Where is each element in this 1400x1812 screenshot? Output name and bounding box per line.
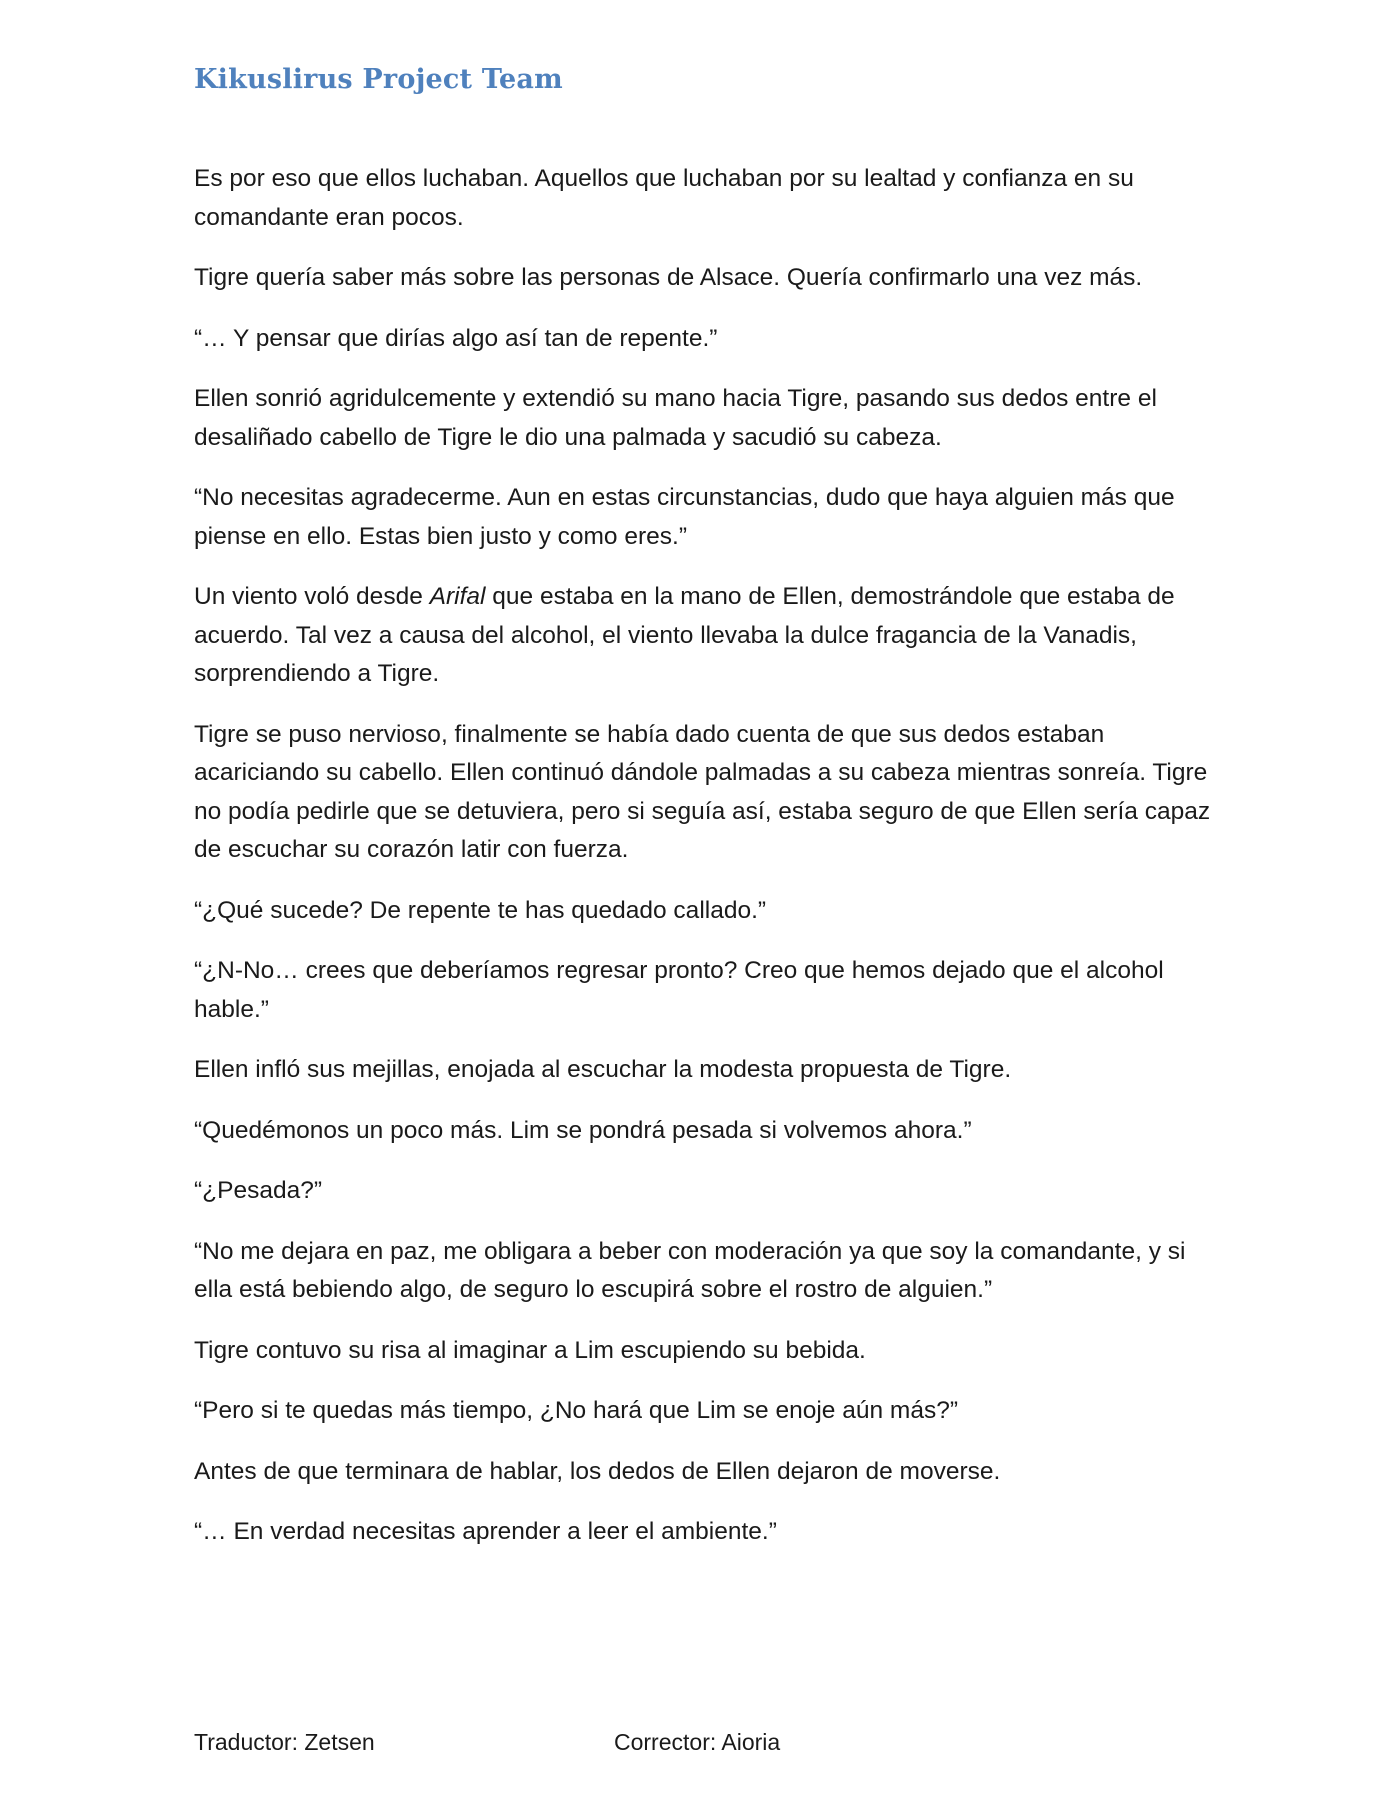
paragraph: Es por eso que ellos luchaban. Aquellos que luchaban por su lealtad y confianza en su comandante eran pocos.	[194, 165, 1134, 231]
translator-credit: Traductor: Zetsen	[194, 1729, 375, 1755]
paragraph: “Pero si te quedas más tiempo, ¿No hará que Lim se enoje aún más?”	[194, 1397, 958, 1424]
paragraph	[194, 578, 1224, 694]
paragraph: Ellen infló sus mejillas, enojada al escuchar la modesta propuesta de Tigre.	[194, 1056, 1012, 1083]
paragraph: Ellen sonrió agridulcemente y extendió su mano hacia Tigre, pasando sus dedos entre el desaliñado cabello de Tigre le dio una palmada y sacudió su cabeza.	[194, 385, 1157, 451]
document-body	[194, 160, 1224, 1574]
paragraph: “Quedémonos un poco más. Lim se pondrá pesada si volvemos ahora.”	[194, 1116, 972, 1144]
paragraph-text: que estaba en la mano de Ellen, demostrándole que estaba de acuerdo. Tal vez a causa del alcohol, el viento llevaba la dulce fragancia de la Vanadis, sorprendiendo a Tigre.	[194, 583, 1175, 687]
paragraph: Antes de que terminara de hablar, los dedos de Ellen dejaron de moverse.	[194, 1457, 1001, 1485]
paragraph: “No necesitas agradecerme. Aun en estas circunstancias, dudo que haya alguien más que piense en ello. Estas bien justo y como eres.”	[194, 484, 1175, 550]
italic-term: Arifal	[429, 583, 486, 610]
paragraph: “No me dejara en paz, me obligara a beber con moderación ya que soy la comandante, y si ella está bebiendo algo, de seguro lo escupirá sobre el rostro de alguien.”	[194, 1237, 1186, 1303]
paragraph: Tigre quería saber más sobre las personas de Alsace. Quería confirmarlo una vez más.	[194, 264, 1143, 291]
paragraph: Tigre contuvo su risa al imaginar a Lim escupiendo su bebida.	[194, 1336, 866, 1364]
paragraph: “… En verdad necesitas aprender a leer el ambiente.”	[194, 1518, 777, 1545]
paragraph: “¿N-No… crees que deberíamos regresar pronto? Creo que hemos dejado que el alcohol hable.”	[194, 957, 1164, 1023]
paragraph: “… Y pensar que dirías algo así tan de repente.”	[194, 324, 718, 352]
paragraph: “¿Qué sucede? De repente te has quedado callado.”	[194, 896, 767, 924]
paragraph-text: Un viento voló desde	[194, 583, 430, 610]
paragraph: Tigre se puso nervioso, finalmente se había dado cuenta de que sus dedos estaban acariciando su cabello. Ellen continuó dándole palmadas a su cabeza mientras sonreía. Tigre no podía pedirle que se detuviera, pero si seguía así, estaba seguro de que Ellen sería capaz de escuchar su corazón latir con fuerza.	[194, 720, 1211, 863]
proofreader-credit: Corrector: Aioria	[614, 1729, 781, 1755]
page-header-title: Kikuslirus Project Team	[194, 64, 563, 95]
paragraph: “¿Pesada?”	[194, 1177, 323, 1204]
